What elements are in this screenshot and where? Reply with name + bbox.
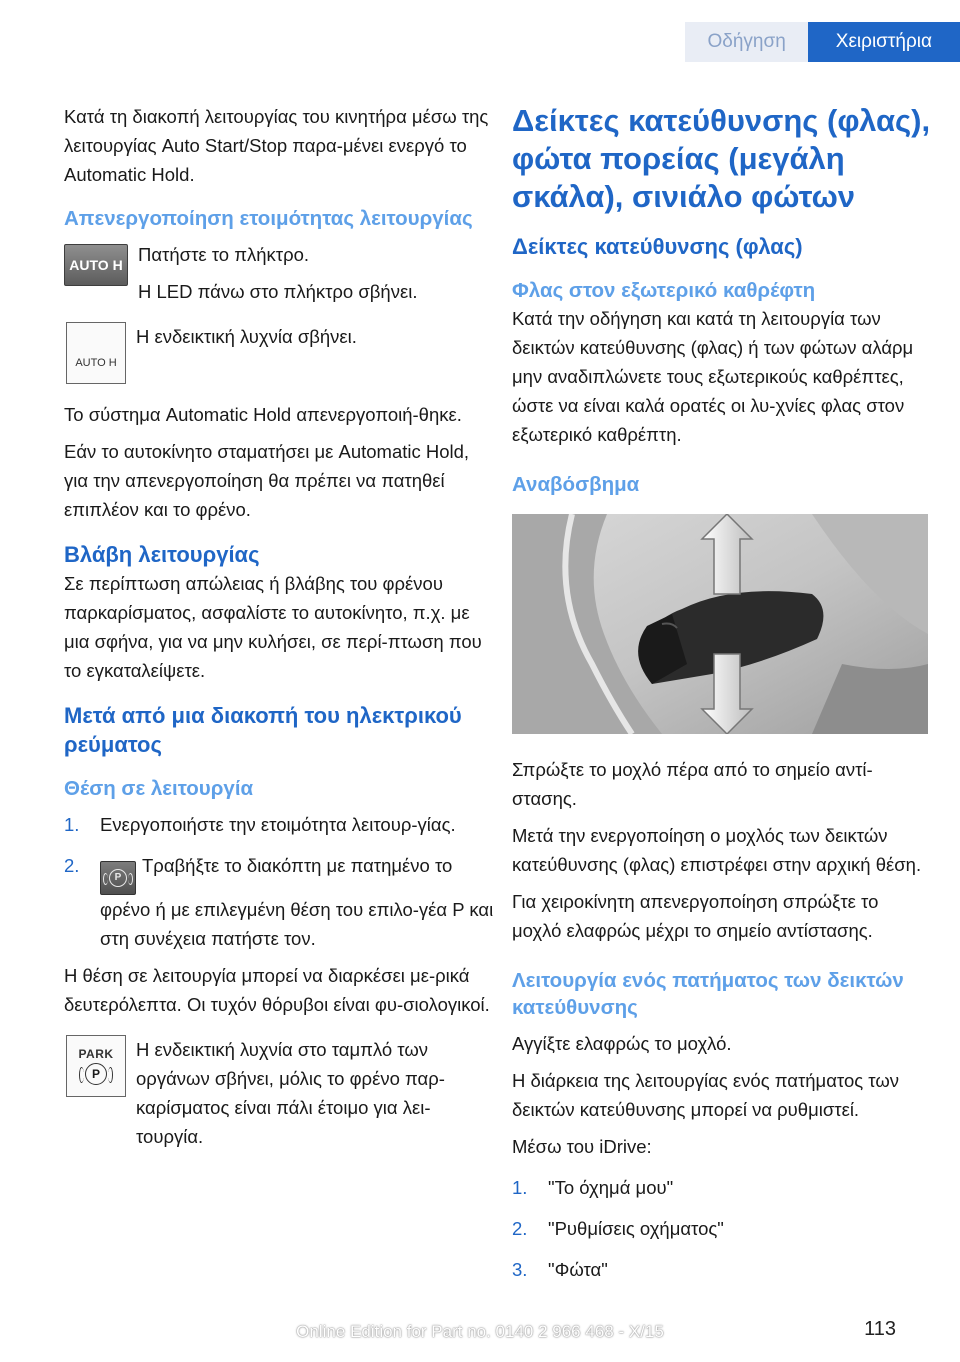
autoh-indicator-icon: AUTO H xyxy=(66,322,126,384)
via-idrive-text: Μέσω του iDrive: xyxy=(512,1136,652,1157)
touch-lightly-text: Αγγίξτε ελαφρώς το μοχλό. xyxy=(512,1033,732,1054)
footer-edition: Online Edition for Part no. 0140 2 966 468 - X/15 xyxy=(296,1322,664,1341)
after-activation-text: Μετά την ενεργοποίηση ο μοχλός των δεικτών κατεύθυνσης (φλας) επιστρέφει στην αρχική θέση. xyxy=(512,825,922,875)
park-lamp-row xyxy=(64,1035,494,1151)
list-item xyxy=(64,851,494,953)
if-stopped-text: Εάν το αυτοκίνητο σταματήσει με Automatic Hold, για την απενεργοποίηση θα πρέπει να πατηθεί επιπλέον και το φρένο. xyxy=(64,441,470,520)
idrive-menu-steps xyxy=(512,1173,932,1284)
right-column xyxy=(512,102,932,1284)
turn-signals-heading: Δείκτες κατεύθυνσης (φλας) xyxy=(512,234,803,259)
section-title: Δείκτες κατεύθυνσης (φλας), φώτα πορείας (μεγάλη σκάλα), σινιάλο φώτων xyxy=(512,103,931,214)
step-text: "Φώτα" xyxy=(548,1259,608,1280)
step-text: Τραβήξτε το διακόπτη με πατημένο το φρένο ή με επιλεγμένη θέση του επιλο-γέα P και στη συνέχεια πατήστε τον. xyxy=(100,855,494,949)
autoh-button-icon: AUTO H xyxy=(64,244,128,286)
parking-brake-button-icon xyxy=(100,861,136,895)
step-text: Ενεργοποιήστε την ετοιμότητα λειτουρ-γίας. xyxy=(100,814,456,835)
turn-signal-lever-photo xyxy=(512,514,928,734)
indicator-off-text: Η ενδεικτική λυχνία σβήνει. xyxy=(136,326,357,347)
manual-deactivation-text: Για χειροκίνητη απενεργοποίηση σπρώξτε το μοχλό ελαφρώς μέχρι το σημείο αντίστασης. xyxy=(512,891,879,941)
step-number: 2. xyxy=(64,855,80,876)
after-interruption-heading: Μετά από μια διακοπή του ηλεκτρικού ρεύματος xyxy=(64,703,462,757)
blinking-heading: Αναβόσβημα xyxy=(512,473,640,496)
system-deactivated-text: Το σύστημα Automatic Hold απενεργοποιή-θηκε. xyxy=(64,404,462,425)
park-label: PARK xyxy=(78,1046,114,1061)
one-touch-heading: Λειτουργία ενός πατήματος των δεικτών κατεύθυνσης xyxy=(512,969,904,1019)
step-number: 1. xyxy=(64,814,80,835)
list-item xyxy=(64,810,494,839)
duration-adjust-text: Η διάρκεια της λειτουργίας ενός πατήματος των δεικτών κατεύθυνσης μπορεί να ρυθμιστεί. xyxy=(512,1070,900,1120)
operation-heading: Θέση σε λειτουργία xyxy=(64,777,254,800)
park-indicator-icon xyxy=(66,1035,126,1097)
press-button-text: Πατήστε το πλήκτρο. xyxy=(138,244,310,265)
left-column xyxy=(64,102,494,1151)
push-lever-text: Σπρώξτε το μοχλό πέρα από το σημείο αντί-στασης. xyxy=(512,759,873,809)
step-text: "Ρυθμίσεις οχήματος" xyxy=(548,1218,724,1239)
tab-controls[interactable]: Χειριστήρια xyxy=(808,22,960,62)
tab-driving[interactable]: Οδήγηση xyxy=(685,22,807,62)
list-item xyxy=(512,1173,932,1202)
duration-text: Η θέση σε λειτουργία μπορεί να διαρκέσει με-ρικά δευτερόλεπτα. Οι τυχόν θόρυβοι είναι φυ-σιολογικοί. xyxy=(64,964,490,1015)
step-number: 1. xyxy=(512,1177,528,1198)
step-text: "Το όχημά μου" xyxy=(548,1177,674,1198)
deactivation-heading: Απενεργοποίηση ετοιμότητας λειτουργίας xyxy=(64,207,473,230)
autoh-button-row xyxy=(64,240,494,306)
malfunction-heading: Βλάβη λειτουργίας xyxy=(64,542,260,567)
list-item xyxy=(512,1214,932,1243)
step-number: 2. xyxy=(512,1218,528,1239)
intro-text: Κατά τη διακοπή λειτουργίας του κινητήρα μέσω της λειτουργίας Auto Start/Stop παρα-μένει ενεργό το Automatic Hold. xyxy=(64,106,489,185)
page-number: 113 xyxy=(864,1318,896,1340)
operation-steps xyxy=(64,810,494,953)
park-symbol: P xyxy=(85,1063,107,1085)
step-number: 3. xyxy=(512,1259,528,1280)
autoh-lamp-row xyxy=(64,322,494,384)
parking-brake-symbol: P xyxy=(109,869,127,887)
mirror-signals-text: Κατά την οδήγηση και κατά τη λειτουργία των δεικτών κατεύθυνσης (φλας) ή των φώτων αλάρμ μην αναδιπλώνετε τους εξωτερικούς καθρέπτες, ώστε να είναι καλά ορατές οι λυ-χνίες φλας στον εξωτερικό καθρέπτη. xyxy=(512,308,914,445)
led-off-text: Η LED πάνω στο πλήκτρο σβήνει. xyxy=(138,281,418,302)
chapter-tabs xyxy=(685,22,960,62)
malfunction-text: Σε περίπτωση απώλειας ή βλάβης του φρένου παρκαρίσματος, ασφαλίστε το αυτοκίνητο, π.χ. με μια σφήνα, για να μην κυλήσει, σε περί-πτωση που το εγκαταλείψετε. xyxy=(64,573,482,681)
park-lamp-text: Η ενδεικτική λυχνία στο ταμπλό των οργάνων σβήνει, μόλις το φρένο παρ-καρίσματος είναι πάλι έτοιμο για λει-τουργία. xyxy=(136,1038,445,1147)
list-item xyxy=(512,1255,932,1284)
mirror-signals-heading: Φλας στον εξωτερικό καθρέφτη xyxy=(512,279,816,302)
